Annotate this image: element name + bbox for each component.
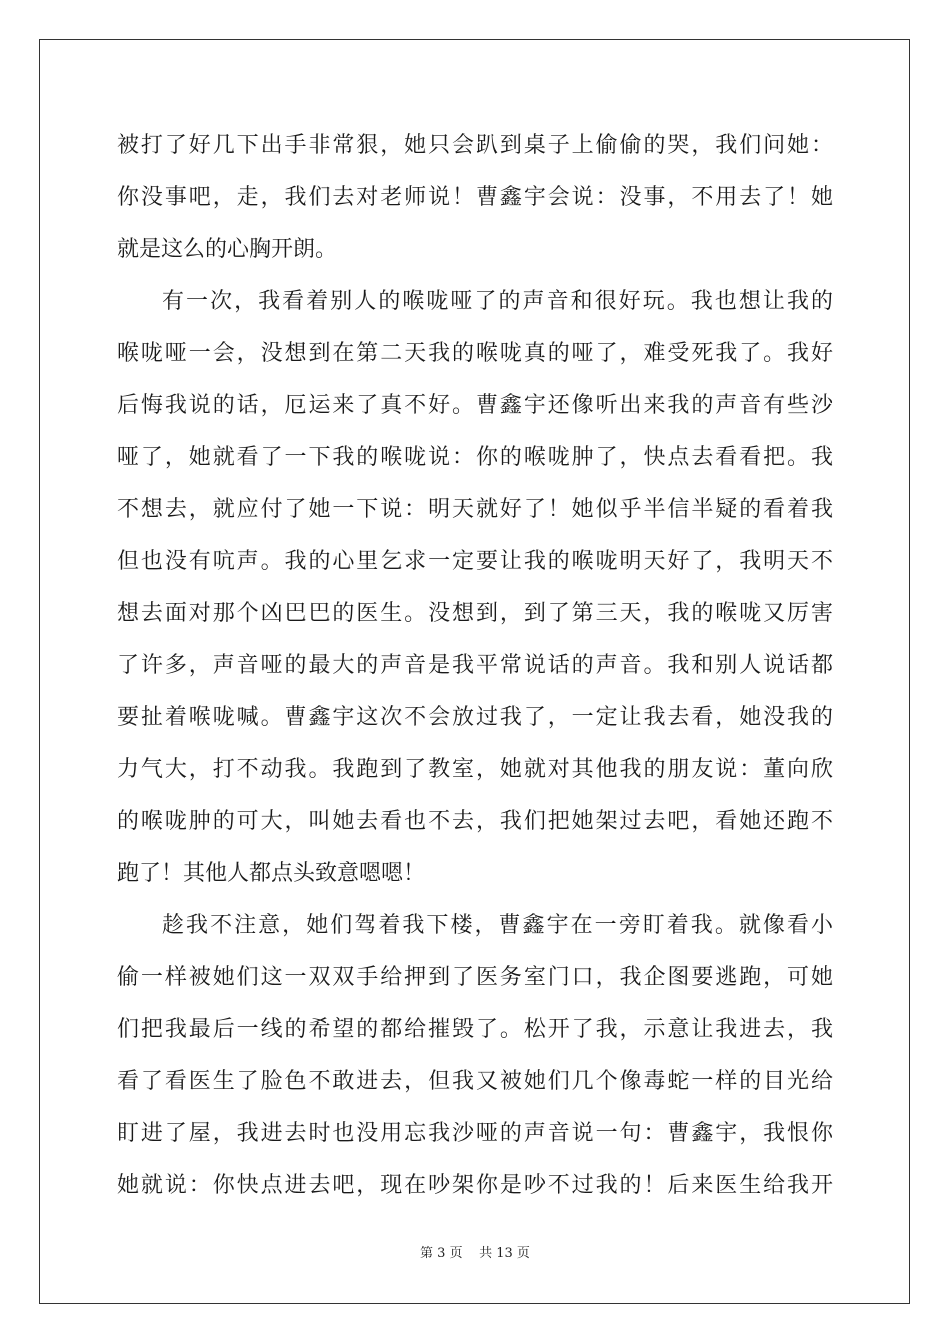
- text-line: 的喉咙肿的可大，叫她去看也不去，我们把她架过去吧，看她还跑不: [117, 809, 833, 834]
- text-line: 盯进了屋，我进去时也没用忘我沙哑的声音说一句：曹鑫宇，我恨你: [117, 1121, 833, 1146]
- text-line: 你没事吧，走，我们去对老师说！曹鑫宇会说：没事，不用去了！她: [117, 185, 833, 210]
- text-line: 被打了好几下出手非常狠，她只会趴到桌子上偷偷的哭，我们问她：: [117, 133, 833, 158]
- text-line: 不想去，就应付了她一下说：明天就好了！她似乎半信半疑的看着我: [117, 497, 833, 522]
- text-line: 跑了！其他人都点头致意嗯嗯！: [117, 861, 426, 886]
- text-line: 她就说：你快点进去吧，现在吵架你是吵不过我的！后来医生给我开: [117, 1173, 833, 1198]
- text-line: 要扯着喉咙喊。曹鑫宇这次不会放过我了，一定让我去看，她没我的: [117, 705, 833, 730]
- text-line: 想去面对那个凶巴巴的医生。没想到，到了第三天，我的喉咙又厉害: [117, 601, 833, 626]
- text-line: 但也没有吭声。我的心里乞求一定要让我的喉咙明天好了，我明天不: [117, 549, 833, 574]
- text-line: 看了看医生了脸色不敢进去，但我又被她们几个像毒蛇一样的目光给: [117, 1069, 833, 1094]
- paragraph-first-line: 有一次，我看着别人的喉咙哑了的声音和很好玩。我也想让我的: [162, 289, 833, 314]
- text-line: 偷一样被她们这一双双手给押到了医务室门口，我企图要逃跑，可她: [117, 965, 833, 990]
- text-line: 们把我最后一线的希望的都给摧毁了。松开了我，示意让我进去，我: [117, 1017, 833, 1042]
- text-line: 就是这么的心胸开朗。: [117, 237, 338, 262]
- page-total: 共 13 页: [479, 1246, 530, 1261]
- text-line: 后悔我说的话，厄运来了真不好。曹鑫宇还像听出来我的声音有些沙: [117, 393, 833, 418]
- paragraph-first-line: 趁我不注意，她们驾着我下楼，曹鑫宇在一旁盯着我。就像看小: [162, 913, 833, 938]
- text-line: 哑了，她就看了一下我的喉咙说：你的喉咙肿了，快点去看看把。我: [117, 445, 833, 470]
- page-number: 第 3 页: [420, 1246, 463, 1261]
- page-footer: [0, 1246, 950, 1262]
- text-line: 喉咙哑一会，没想到在第二天我的喉咙真的哑了，难受死我了。我好: [117, 341, 833, 366]
- text-line: 力气大，打不动我。我跑到了教室，她就对其他我的朋友说：董向欣: [117, 757, 833, 782]
- text-line: 了许多，声音哑的最大的声音是我平常说话的声音。我和别人说话都: [117, 653, 833, 678]
